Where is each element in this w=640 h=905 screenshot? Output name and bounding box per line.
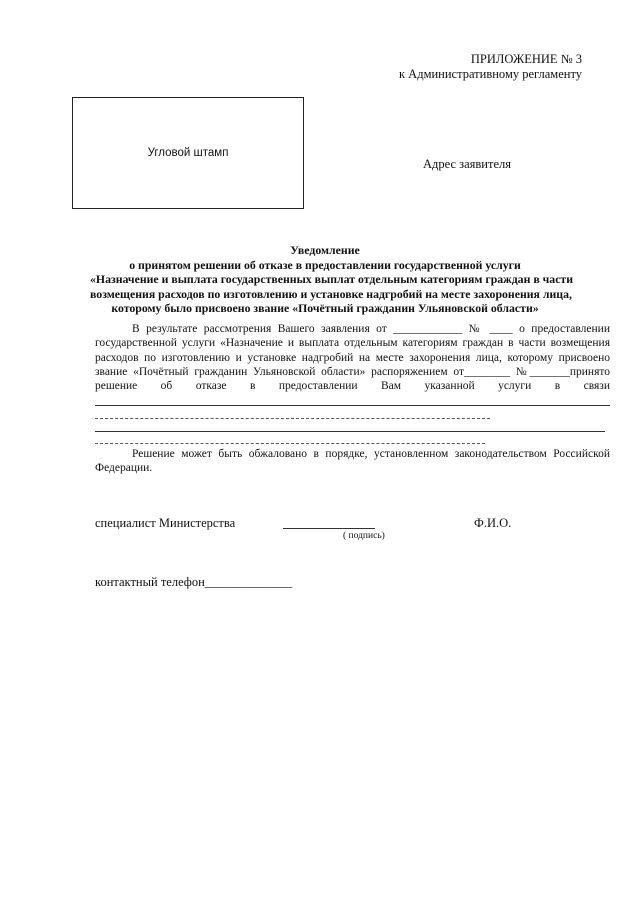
appeal-paragraph: [95, 447, 610, 476]
reason-blank-line: [95, 431, 605, 432]
appendix-title: ПРИЛОЖЕНИЕ № 3: [470, 52, 582, 66]
appendix-subtitle: к Административному регламенту: [398, 67, 582, 81]
reason-blank-line: [95, 443, 485, 444]
decision-paragraph: [95, 322, 610, 393]
notice-heading: [90, 243, 574, 316]
notice-heading-title: Уведомление: [290, 243, 360, 257]
signature-caption: ( подпись): [343, 531, 385, 541]
paragraph-line: звание «Почётный гражданин Ульяновской области» распоряжением от________ №_______принято: [95, 365, 610, 378]
paragraph-line: Решение может быть обжаловано в порядке, установленном законодательством Российской: [132, 448, 610, 460]
paragraph-line: расходов по изготовлению и установке надгробий на месте захоронения лица, которому присвоено: [95, 351, 610, 364]
paragraph-line: государственной услуги «Назначение и выплата отдельным категориям граждан в части возмещения: [95, 337, 610, 350]
corner-stamp-box: [72, 97, 304, 209]
applicant-address-label: Адрес заявителя: [423, 157, 511, 171]
reason-blank-line: [95, 405, 610, 406]
name-label: Ф.И.О.: [474, 516, 512, 530]
reason-blank-line: [95, 418, 490, 419]
paragraph-line: В результате рассмотрения Вашего заявления от ____________ № ____ о предоставлении: [132, 323, 610, 335]
appendix-header: [399, 52, 582, 82]
specialist-position-label: специалист Министерства: [95, 516, 236, 530]
notice-heading-line: «Назначение и выплата государственных выплат отдельным категориям граждан в части: [90, 272, 574, 287]
notice-heading-line: возмещения расходов по изготовлению и установке надгробий на месте захоронения лица,: [90, 286, 572, 301]
paragraph-line: Федерации.: [95, 462, 153, 475]
signature-blank-line: [283, 528, 375, 529]
notice-heading-line: которому было присвоено звание «Почётный гражданин Ульяновской области»: [111, 301, 539, 316]
corner-stamp-label: Угловой штамп: [147, 147, 229, 159]
contact-phone-label: контактный телефон______________: [95, 575, 293, 589]
notice-heading-line: о принятом решении об отказе в предоставлении государственной услуги: [129, 257, 521, 272]
paragraph-line: решение об отказе в предоставлении Вам указанной услуги в связи: [95, 380, 610, 393]
